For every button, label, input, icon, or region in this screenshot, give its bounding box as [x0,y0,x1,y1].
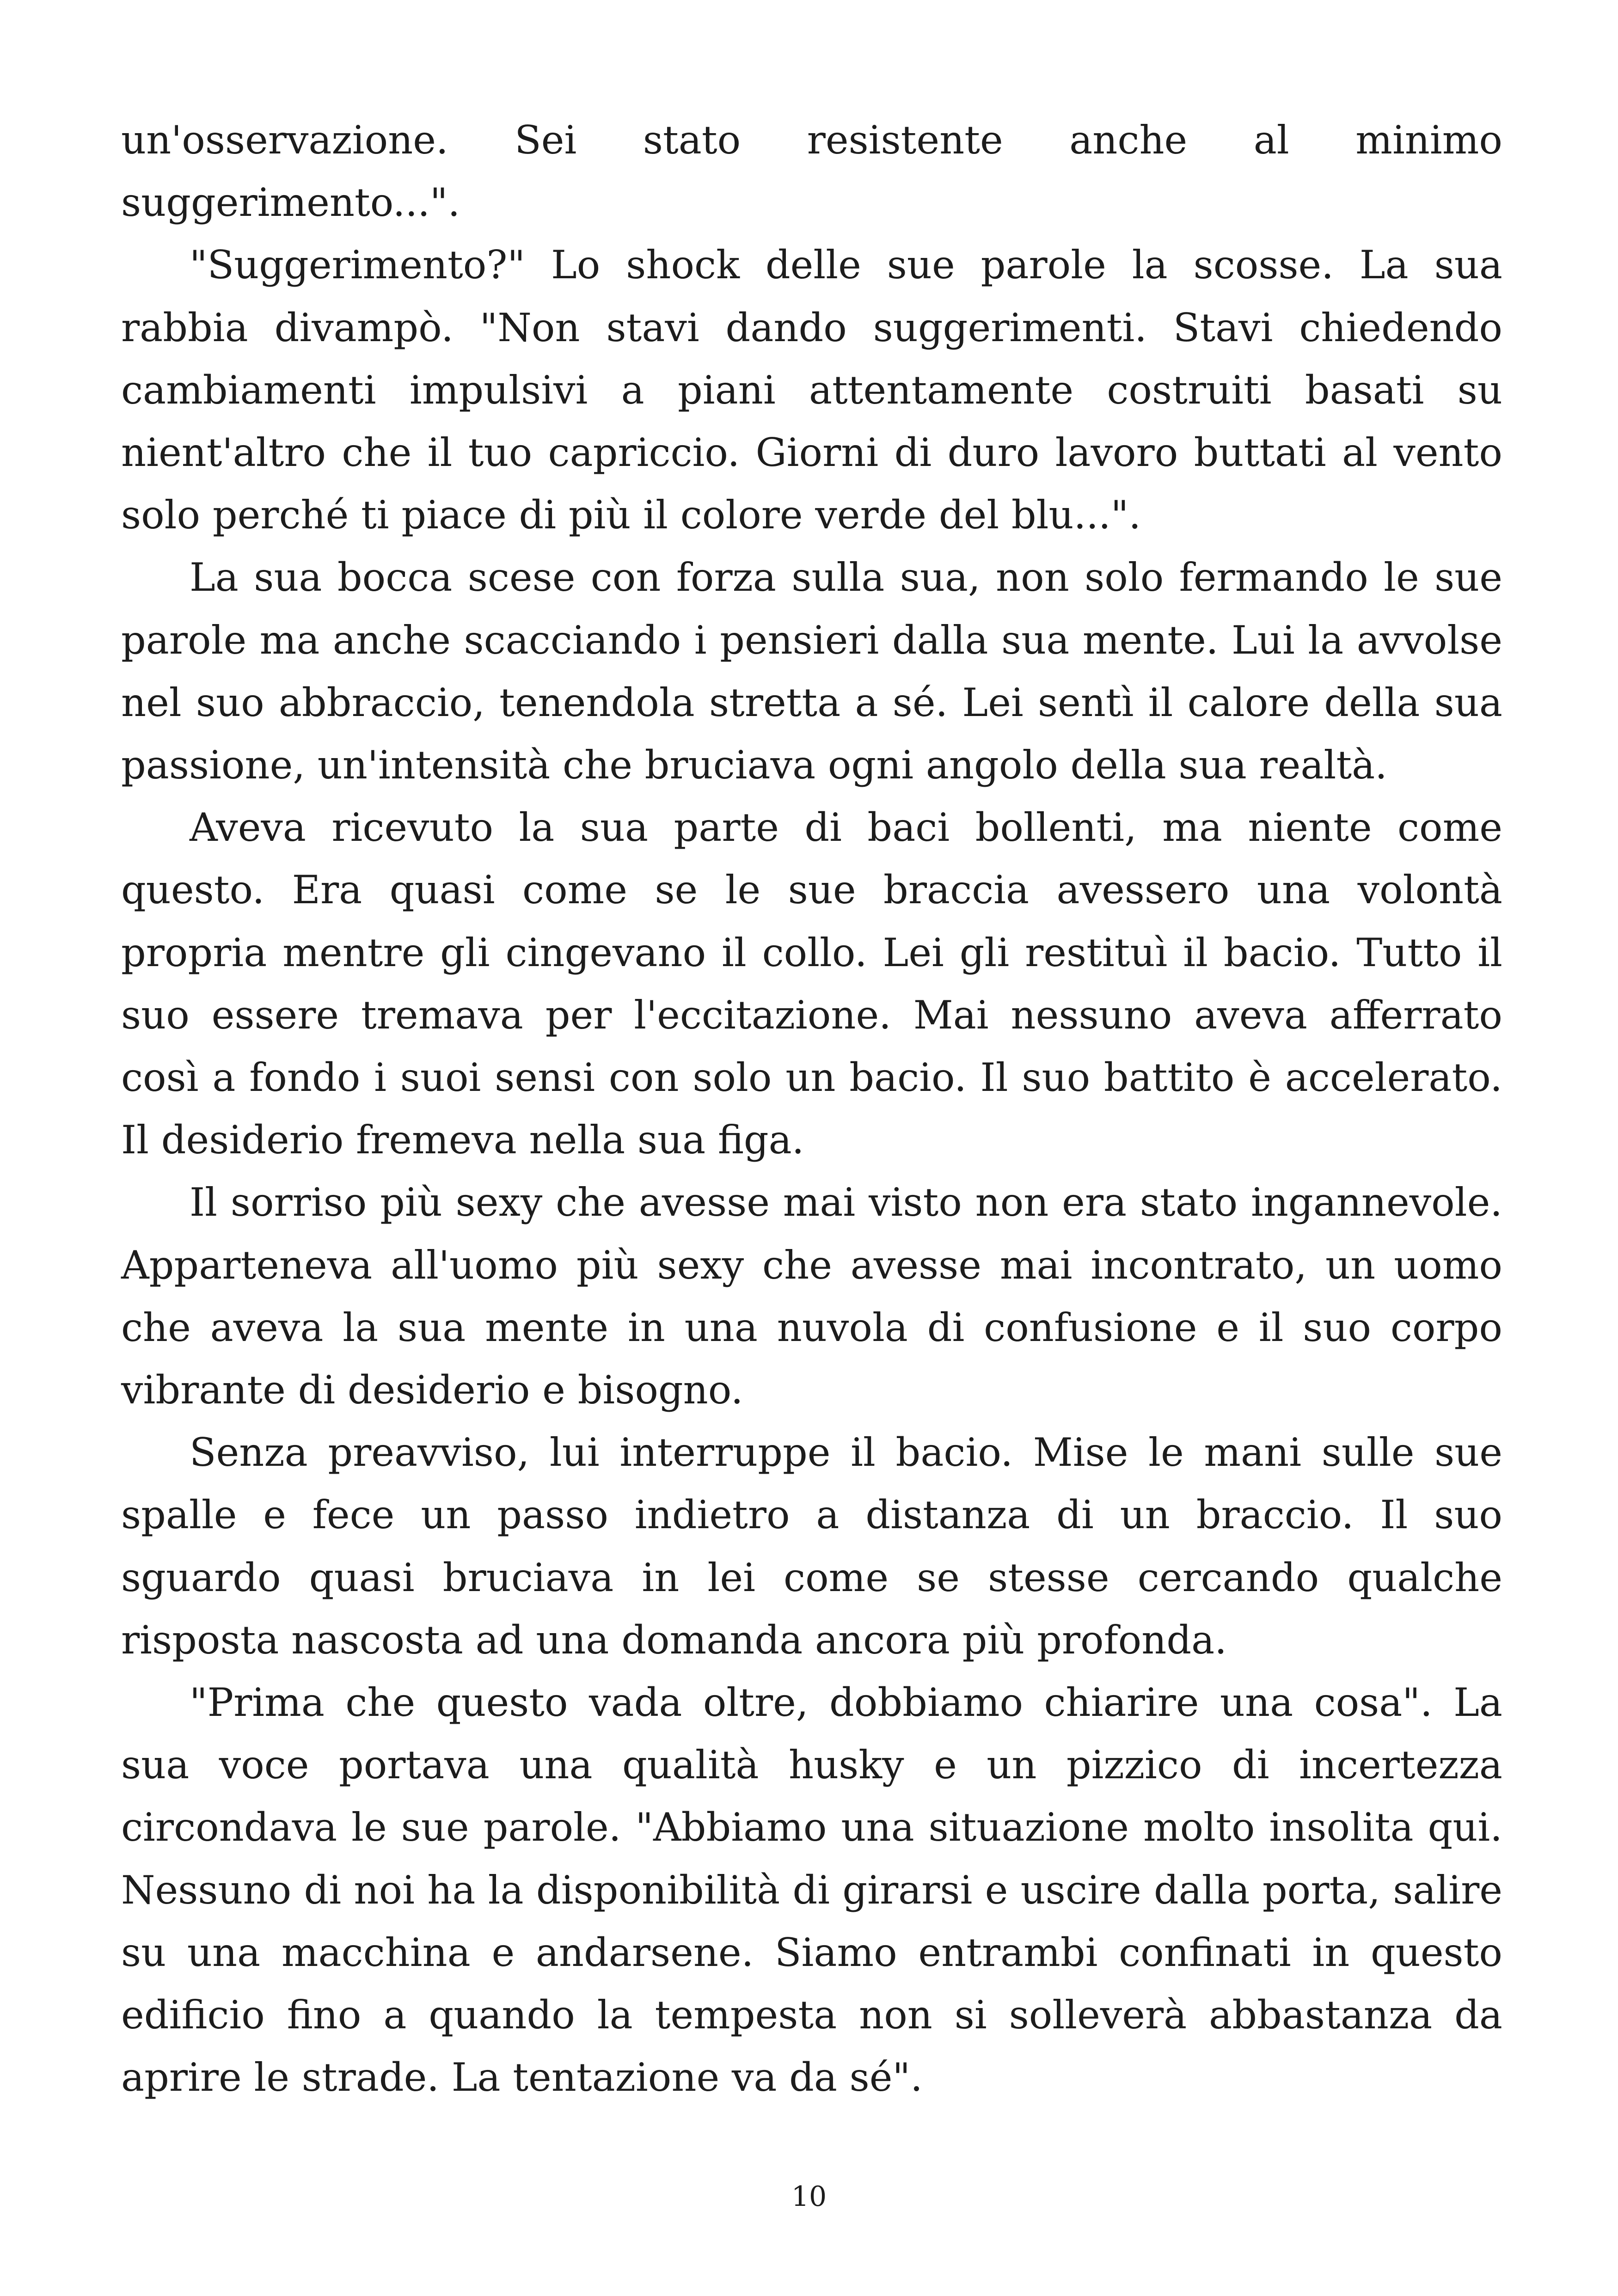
paragraph: La sua bocca scese con forza sulla sua, non solo fermando le sue parole ma anche scacciando i pensieri dalla sua mente. Lui la avvolse nel suo abbraccio, tenendola stretta a sé. Lei sentì il calore della sua passione, un'intensità che bruciava ogni angolo della sua realtà. [121,555,1502,788]
paragraph: Aveva ricevuto la sua parte di baci bollenti, ma niente come questo. Era quasi come se le sue braccia avessero una volontà propria mentre gli cingevano il collo. Lei gli restituì il bacio. Tutto il suo essere tremava per l'eccitazione. Mai nessuno aveva afferrato così a fondo i suoi sensi con solo un bacio. Il suo battito è accelerato. Il desiderio fremeva nella sua figa. [121,805,1502,1163]
page-number: 10 [791,2180,827,2213]
body-text [121,109,1502,2109]
paragraph: Il sorriso più sexy che avesse mai visto non era stato ingannevole. Apparteneva all'uomo più sexy che avesse mai incontrato, un uomo che aveva la sua mente in una nuvola di confusione e il suo corpo vibrante di desiderio e bisogno. [121,1180,1502,1413]
paragraph: un'osservazione. Sei stato resistente anche al minimo suggerimento...". [121,117,1502,226]
paragraph: "Prima che questo vada oltre, dobbiamo chiarire una cosa". La sua voce portava una qualità husky e un pizzico di incertezza circondava le sue parole. "Abbiamo una situazione molto insolita qui. Nessuno di noi ha la disponibilità di girarsi e uscire dalla porta, salire su una macchina e andarsene. Siamo entrambi confinati in questo edificio fino a quando la tempesta non si solleverà abbastanza da aprire le strade. La tentazione va da sé". [121,1680,1502,2100]
paragraph: "Suggerimento?" Lo shock delle sue parole la scosse. La sua rabbia divampò. "Non stavi dando suggerimenti. Stavi chiedendo cambiamenti impulsivi a piani attentamente costruiti basati su nient'altro che il tuo capriccio. Giorni di duro lavoro buttati al vento solo perché ti piace di più il colore verde del blu...". [121,242,1502,538]
paragraph: Senza preavviso, lui interruppe il bacio. Mise le mani sulle sue spalle e fece un passo indietro a distanza di un braccio. Il suo sguardo quasi bruciava in lei come se stesse cercando qualche risposta nascosta ad una domanda ancora più profonda. [121,1430,1502,1663]
